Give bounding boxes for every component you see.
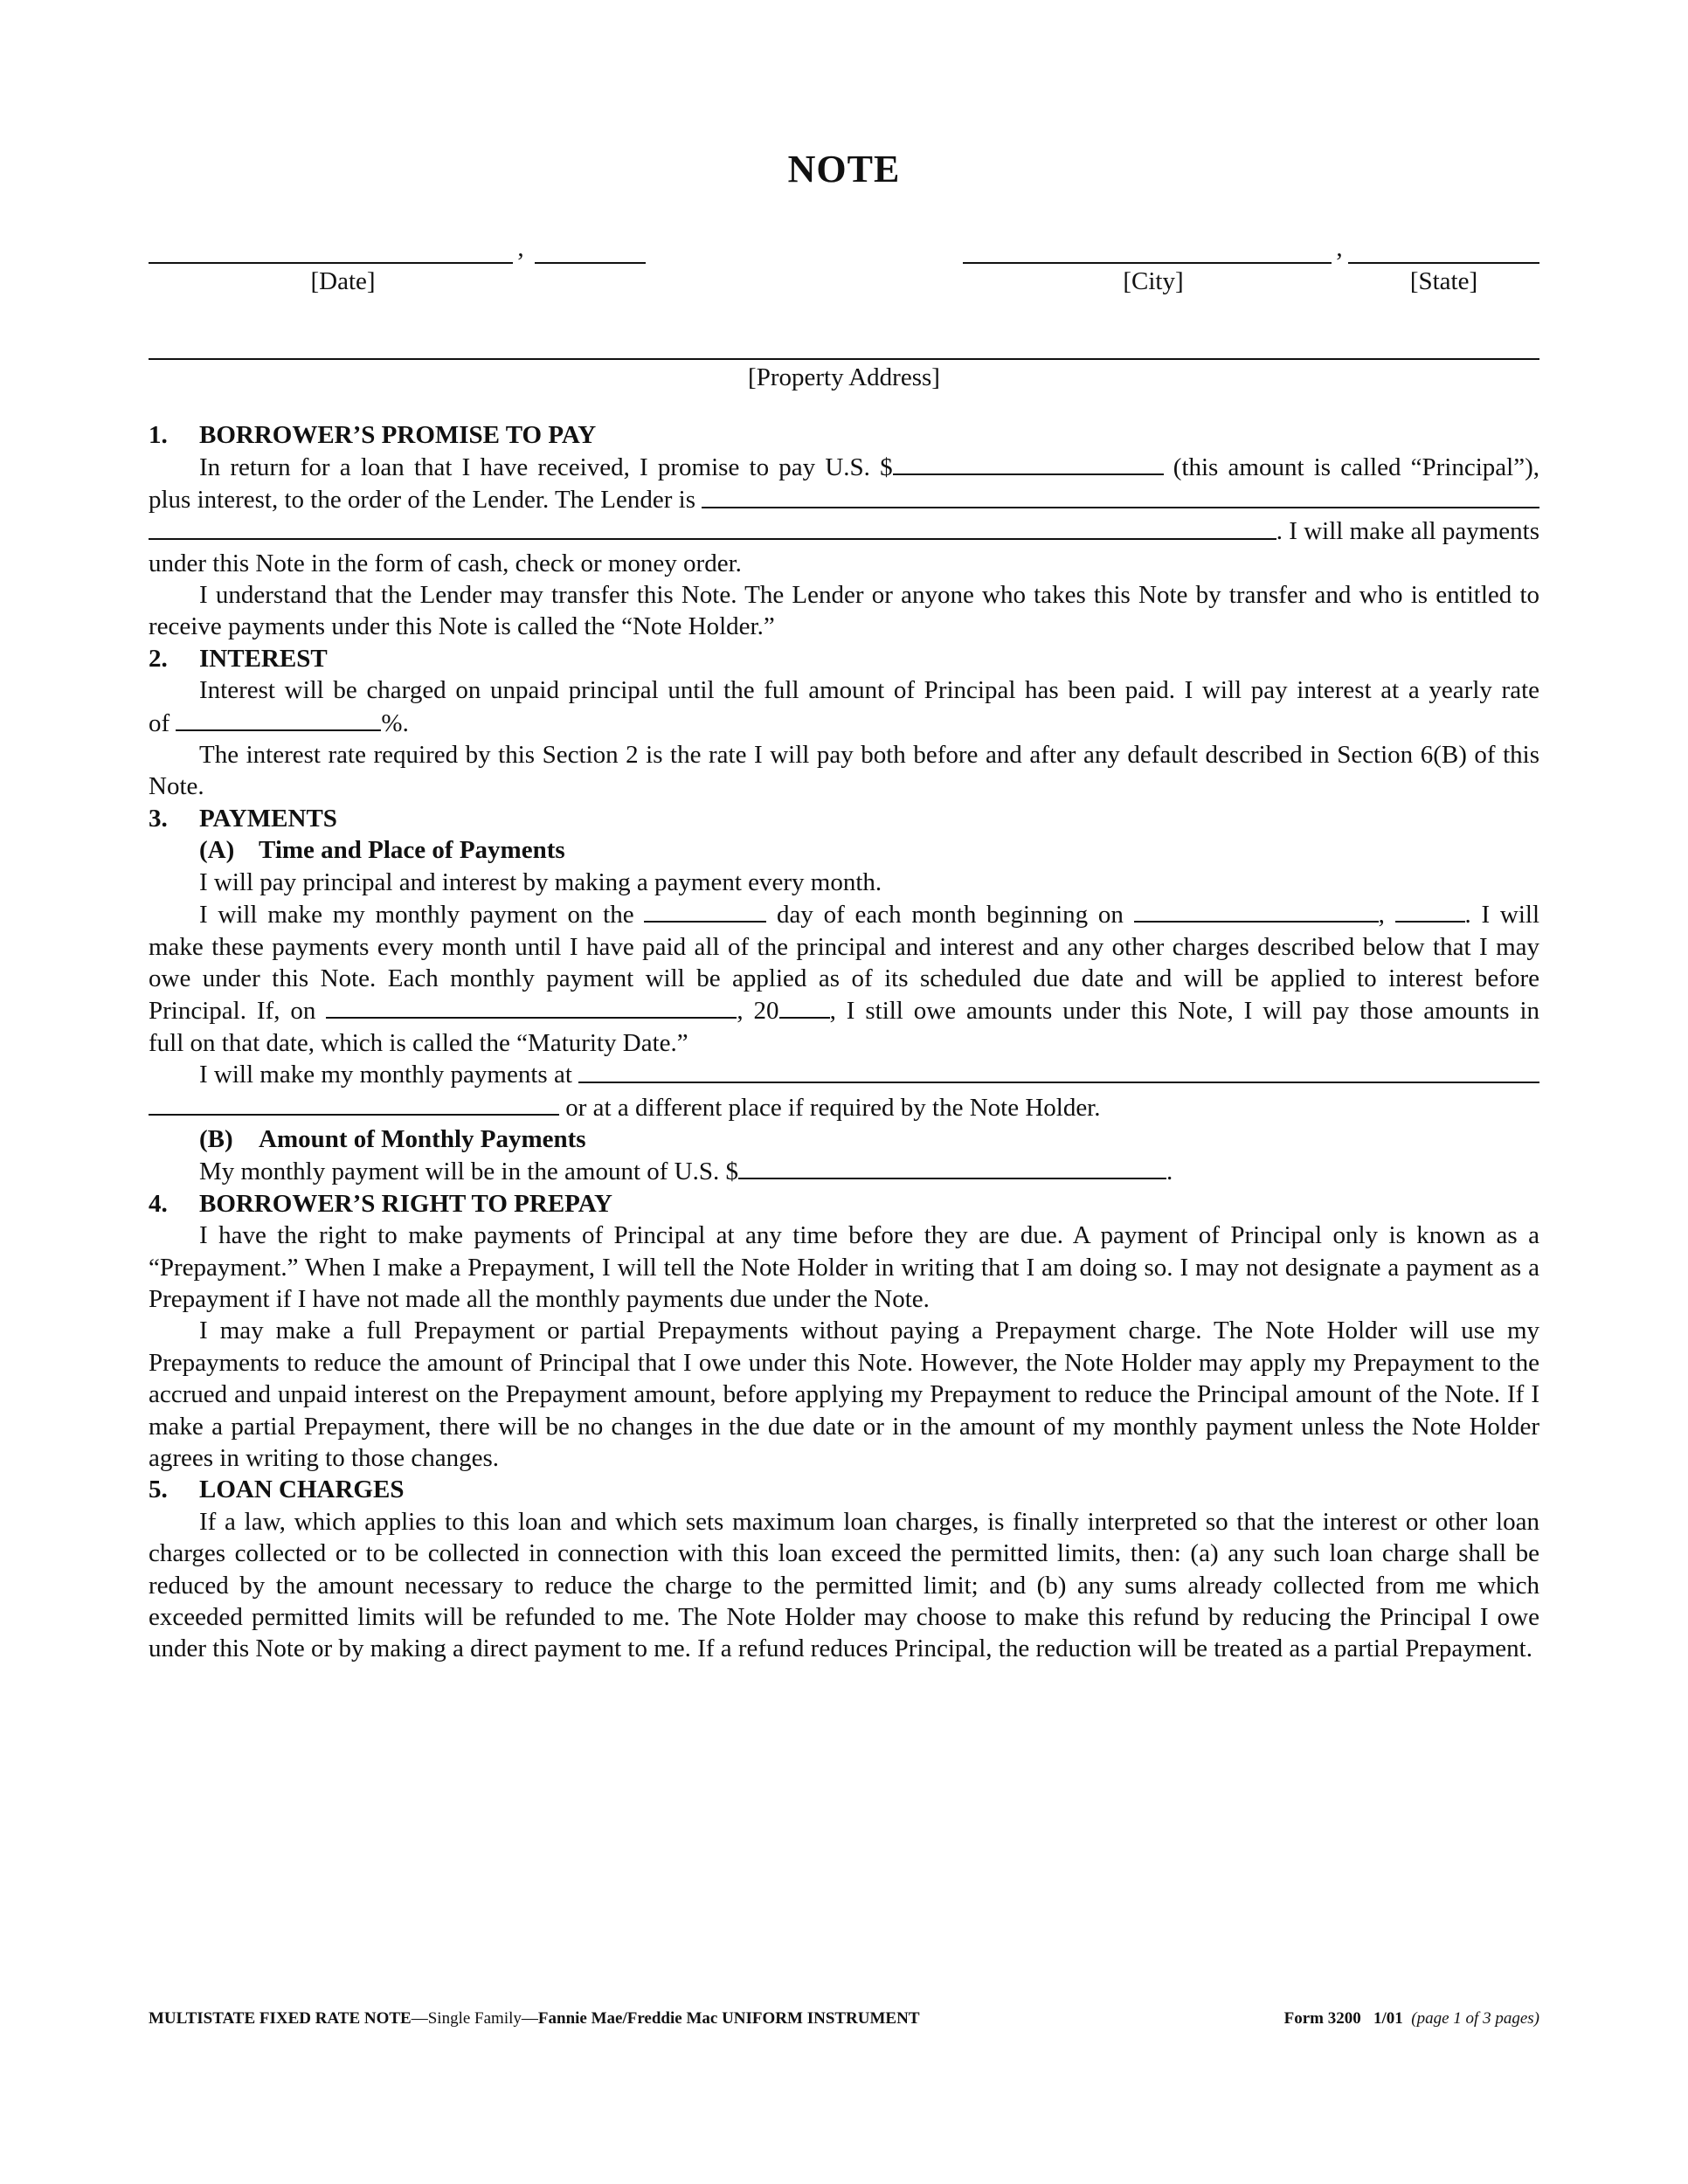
page-footer xyxy=(149,2009,1539,2028)
section-2-line-1: Interest will be charged on unpaid principal until the full amount of Principal has been paid. I will pay interest at a yearly rate xyxy=(199,676,1539,705)
section-4-heading: 4. BORROWER’S RIGHT TO PREPAY xyxy=(149,1189,612,1218)
section-5-heading: 5. LOAN CHARGES xyxy=(149,1476,405,1504)
date-line[interactable] xyxy=(149,262,513,264)
section-4-paragraph-2: I may make a full Prepayment or partial Prepayments without paying a Prepayment charge. The Note Holder will use my Prepayments to reduce the amount of Principal that I owe under this Note. However, the Note Holder may apply my Prepayment to the accrued and unpaid interest on the Prepayment amount, before applying my Prepayment to reduce the Principal amount of the Note. If I make a partial Prepayment, there will be no changes in the due date or in the amount of my monthly payment unless the Note Holder agrees in writing to those changes. xyxy=(149,1317,1539,1472)
note-body xyxy=(149,419,1539,1665)
section-2-paragraph-2: The interest rate required by this Section 2 is the rate I will pay both before and after any default described in Section 6(B) of this Note. xyxy=(149,741,1539,801)
section-2-heading: 2. INTEREST xyxy=(149,644,328,673)
section-5-paragraph-1: If a law, which applies to this loan and which sets maximum loan charges, is finally interpreted so that the interest or other loan charges collected or to be collected in connection with this loan exceed the permitted limits, then: (a) any such loan charge shall be reduced by the amount necessary to reduce the charge to the permitted limit; and (b) any sums already collected from me which exceeded permitted limits will be refunded to me. The Note Holder may choose to make this refund by reducing the Principal I owe under this Note or by making a direct payment to me. If a refund reduces Principal, the reduction will be treated as a partial Prepayment. xyxy=(149,1507,1539,1663)
section-3-heading: 3. PAYMENTS xyxy=(149,804,337,833)
year-line[interactable] xyxy=(535,262,646,264)
property-address-line[interactable] xyxy=(149,358,1539,360)
section-3a-line-4: Principal. If, on , 20 , I still owe amounts under this Note, I will pay those amounts in xyxy=(149,994,1539,1026)
section-1-line-3: . I will make all payments xyxy=(149,515,1539,547)
section-3b-line-1: My monthly payment will be in the amount of U.S. $ . xyxy=(149,1155,1539,1187)
footer-form-title: MULTISTATE FIXED RATE NOTE—Single Family—Fannie Mae/Freddie Mac UNIFORM INSTRUMENT xyxy=(149,2009,920,2028)
date-comma: , xyxy=(517,234,524,262)
state-line[interactable] xyxy=(1348,262,1539,264)
section-3a-heading: (A) Time and Place of Payments xyxy=(199,836,565,865)
document-title: NOTE xyxy=(787,148,901,190)
payment-place-blank[interactable] xyxy=(578,1059,1539,1083)
maturity-date-blank[interactable] xyxy=(326,994,737,1019)
section-3a-line-3: make these payments every month until I have paid all of the principal and interest and any other charges described below that I may owe under this Note. Each monthly payment will be applied as of its scheduled due date and will be applied to interest before xyxy=(149,932,1539,992)
section-1-line-2: plus interest, to the order of the Lender. The Lender is xyxy=(149,484,1539,515)
property-address-label: [Property Address] xyxy=(748,363,940,391)
payment-place-blank-2[interactable] xyxy=(149,1091,559,1116)
section-1-line-4: under this Note in the form of cash, check or money order. xyxy=(149,549,742,577)
city-line[interactable] xyxy=(963,262,1332,264)
section-3a-line-5: full on that date, which is called the “Maturity Date.” xyxy=(149,1028,688,1057)
section-1-line-1: In return for a loan that I have received, I promise to pay U.S. $ (this amount is called “Principal”), xyxy=(149,451,1539,483)
first-payment-year-blank[interactable] xyxy=(1395,898,1465,923)
state-label: [State] xyxy=(1409,267,1478,295)
section-3a-line-6: I will make my monthly payments at xyxy=(149,1059,1539,1090)
city-comma: , xyxy=(1336,234,1343,262)
section-4-paragraph-1: I have the right to make payments of Principal at any time before they are due. A payment of Principal only is known as a “Prepayment.” When I make a Prepayment, I will tell the Note Holder in writing that I am doing so. I may not designate a payment as a Prepayment if I have not made all the monthly payments due under the Note. xyxy=(149,1221,1539,1313)
maturity-year-blank[interactable] xyxy=(779,994,830,1019)
section-1-paragraph-2: I understand that the Lender may transfer this Note. The Lender or anyone who takes this Note by transfer and who is entitled to receive payments under this Note is called the “Note Holder.” xyxy=(149,581,1539,641)
date-label: [Date] xyxy=(310,267,376,295)
interest-rate-blank[interactable] xyxy=(176,707,381,731)
section-3a-line-2: I will make my monthly payment on the day of each month beginning on , . I will xyxy=(149,898,1539,930)
lender-name-blank[interactable] xyxy=(702,484,1539,508)
section-3b-heading: (B) Amount of Monthly Payments xyxy=(199,1124,586,1153)
section-1-heading: 1. BORROWER’S PROMISE TO PAY xyxy=(149,421,597,449)
section-3a-line-1: I will pay principal and interest by making a payment every month. xyxy=(199,867,882,896)
first-payment-date-blank[interactable] xyxy=(1134,898,1379,923)
monthly-payment-amount-blank[interactable] xyxy=(738,1155,1166,1179)
footer-form-number: Form 3200 1/01 (page 1 of 3 pages) xyxy=(1283,2009,1539,2028)
city-label: [City] xyxy=(1123,267,1184,295)
principal-amount-blank[interactable] xyxy=(893,451,1164,475)
payment-day-blank[interactable] xyxy=(644,898,766,923)
section-3a-line-7: or at a different place if required by the Note Holder. xyxy=(149,1091,1539,1123)
lender-name-blank-2[interactable] xyxy=(149,515,1276,540)
section-2-line-2: of %. xyxy=(149,707,1539,739)
